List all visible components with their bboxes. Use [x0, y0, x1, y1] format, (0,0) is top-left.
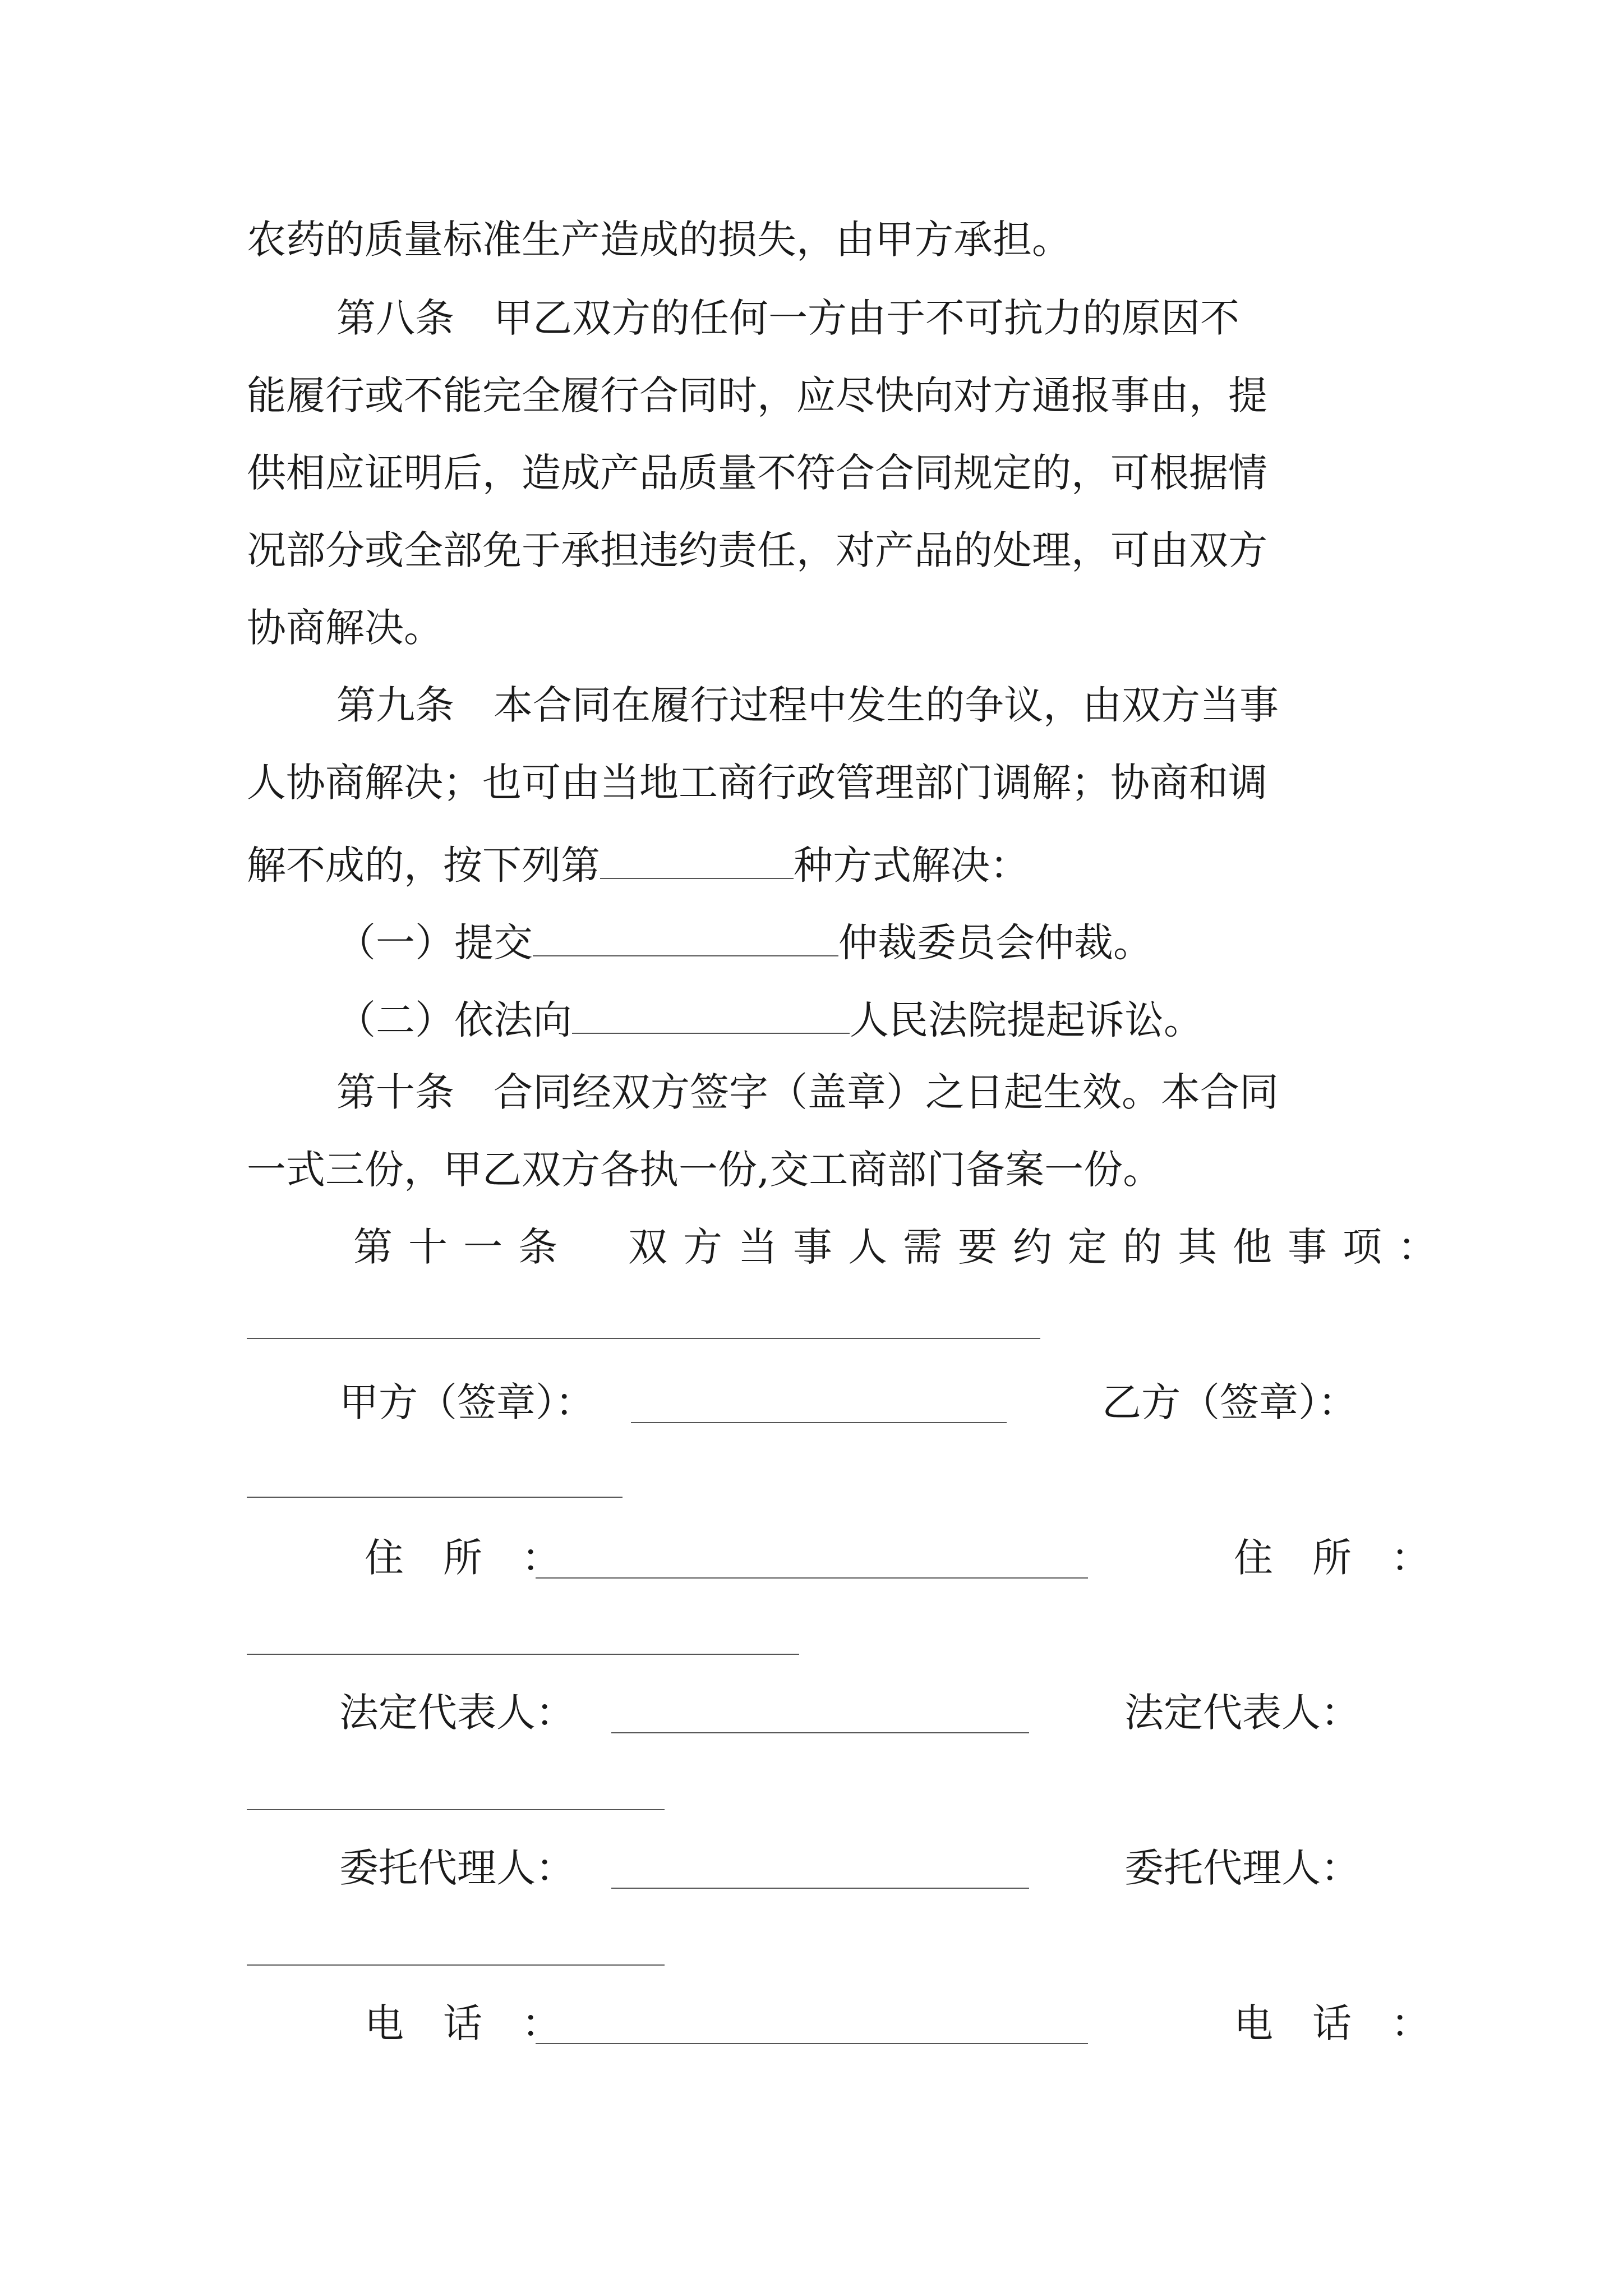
option-2-text-b: 人民法院提起诉讼。	[850, 997, 1203, 1043]
option-1-line	[336, 918, 1152, 966]
article-8-line-3: 供相应证明后，造成产品质量不符合合同规定的，可根据情	[247, 450, 1267, 496]
address-field-b[interactable]	[247, 1654, 799, 1655]
article-10-line-1: 第十条 合同经双方签字（盖章）之日起生效。本合同	[336, 1069, 1279, 1115]
article-9-line-2: 人协商解决；也可由当地工商行政管理部门调解；协商和调	[247, 760, 1267, 806]
party-b-label: 乙方（签章）：	[1102, 1379, 1357, 1425]
article-9-line-3	[247, 840, 1029, 889]
court-blank[interactable]	[572, 995, 850, 1034]
agent-field-a[interactable]	[611, 1888, 1029, 1889]
option-1-text-a: （一）提交	[336, 919, 533, 966]
address-label-a: 住 所 ：	[365, 1535, 561, 1581]
article-9-line-3-text-a: 解不成的，按下列第	[247, 842, 600, 889]
legal-rep-field-a[interactable]	[611, 1732, 1029, 1733]
party-b-signature-field[interactable]	[247, 1497, 623, 1498]
article-9-line-3-text-b: 种方式解决：	[794, 842, 1029, 889]
article-11-line: 第十一条 双方当事人需要约定的其他事项：	[353, 1224, 1453, 1270]
phone-field-a[interactable]	[536, 2043, 1088, 2044]
option-2-text-a: （二）依法向	[336, 997, 572, 1043]
arbitration-commission-blank[interactable]	[533, 918, 838, 956]
party-a-signature-field[interactable]	[631, 1422, 1007, 1423]
article-9-line-1: 第九条 本合同在履行过程中发生的争议，由双方当事	[336, 682, 1279, 728]
option-1-text-b: 仲裁委员会仲裁。	[838, 919, 1152, 966]
legal-rep-label-b: 法定代表人：	[1124, 1690, 1360, 1736]
phone-label-b: 电 话 ：	[1234, 2000, 1430, 2046]
article-10-line-2: 一式三份，甲乙双方各执一份,交工商部门备案一份。	[247, 1147, 1163, 1193]
article-7-tail: 农药的质量标准生产造成的损失，由甲方承担。	[247, 217, 1071, 263]
article-8-line-1	[336, 295, 1374, 341]
agent-label-a: 委托代理人：	[339, 1845, 575, 1891]
address-field-a[interactable]	[536, 1577, 1088, 1579]
dispute-method-blank[interactable]	[600, 840, 794, 879]
option-2-line	[336, 995, 1203, 1043]
phone-label-a: 电 话 ：	[365, 2000, 561, 2046]
other-matters-blank[interactable]	[247, 1338, 1040, 1339]
address-label-b: 住 所 ：	[1234, 1535, 1430, 1581]
legal-rep-label-a: 法定代表人：	[339, 1690, 575, 1736]
agent-field-b[interactable]	[247, 1964, 665, 1966]
agent-label-b: 委托代理人：	[1124, 1845, 1360, 1891]
article-8-line-4: 况部分或全部免于承担违约责任，对产品的处理，可由双方	[247, 527, 1267, 573]
party-a-label: 甲方（签章）：	[339, 1379, 594, 1425]
article-8-text-1: 第八条 甲乙双方的任何一方由于不可抗力的原因不	[336, 295, 1239, 341]
legal-rep-field-b[interactable]	[247, 1809, 665, 1810]
article-8-line-2: 能履行或不能完全履行合同时，应尽快向对方通报事由，提	[247, 372, 1267, 418]
article-8-line-5: 协商解决。	[247, 605, 443, 651]
